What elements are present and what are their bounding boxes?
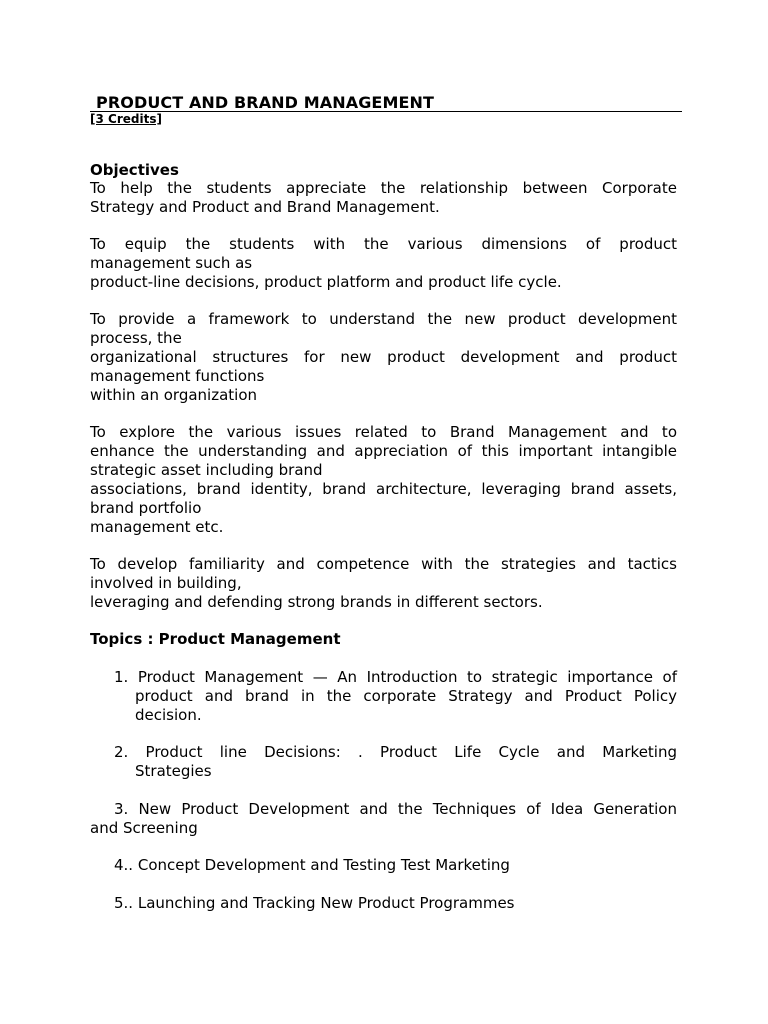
objectives-heading: Objectives — [90, 161, 179, 179]
topic-item — [90, 800, 677, 838]
objective-item — [90, 423, 677, 537]
objective-line: enhance the understanding and appreciation of this important intangible — [90, 442, 677, 460]
objective-line: To explore the various issues related to Brand Management and to — [90, 423, 677, 441]
topic-line: 1. Product Management — An Introduction to strategic importance of — [114, 668, 677, 686]
topic-line: and Screening — [90, 819, 198, 837]
topic-line: Strategies — [135, 762, 212, 780]
topic-line: decision. — [135, 706, 202, 724]
topic-line: 4.. Concept Development and Testing Test Marketing — [114, 856, 510, 874]
objective-line: process, the — [90, 329, 182, 347]
objective-line: strategic asset including brand — [90, 461, 323, 479]
objective-line: involved in building, — [90, 574, 242, 592]
objective-line: management etc. — [90, 518, 224, 536]
objective-line: To help the students appreciate the relationship between Corporate — [90, 179, 677, 197]
objective-line: To provide a framework to understand the new product development — [90, 310, 677, 328]
objective-line: organizational structures for new product development and product — [90, 348, 677, 366]
title-rule — [90, 93, 682, 112]
topic-line: 5.. Launching and Tracking New Product Programmes — [114, 894, 515, 912]
document-title: PRODUCT AND BRAND MANAGEMENT — [96, 93, 435, 112]
topic-line: product and brand in the corporate Strategy and Product Policy — [135, 687, 677, 705]
objective-line: associations, brand identity, brand architecture, leveraging brand assets, — [90, 480, 677, 498]
topic-item — [114, 856, 677, 875]
objective-line: within an organization — [90, 386, 257, 404]
objective-line: management such as — [90, 254, 253, 272]
topic-item — [114, 668, 677, 725]
objective-line: product-line decisions, product platform and product life cycle. — [90, 273, 562, 291]
credits-label: [3 Credits] — [90, 112, 162, 126]
objective-line: leveraging and defending strong brands in different sectors. — [90, 593, 543, 611]
objective-line: management functions — [90, 367, 265, 385]
topics-heading: Topics : Product Management — [90, 630, 341, 648]
topic-line: 3. New Product Development and the Techniques of Idea Generation — [114, 800, 677, 818]
objective-line: To equip the students with the various dimensions of product — [90, 235, 677, 253]
topic-line: 2. Product line Decisions: . Product Life Cycle and Marketing — [114, 743, 677, 761]
objective-line: brand portfolio — [90, 499, 202, 517]
topic-item — [114, 743, 677, 781]
objective-item — [90, 310, 677, 405]
topic-item — [114, 894, 677, 913]
objective-line: Strategy and Product and Brand Management. — [90, 198, 440, 216]
objective-item — [90, 555, 677, 612]
objective-item — [90, 179, 677, 217]
objective-line: To develop familiarity and competence with the strategies and tactics — [90, 555, 677, 573]
objective-item — [90, 235, 677, 292]
